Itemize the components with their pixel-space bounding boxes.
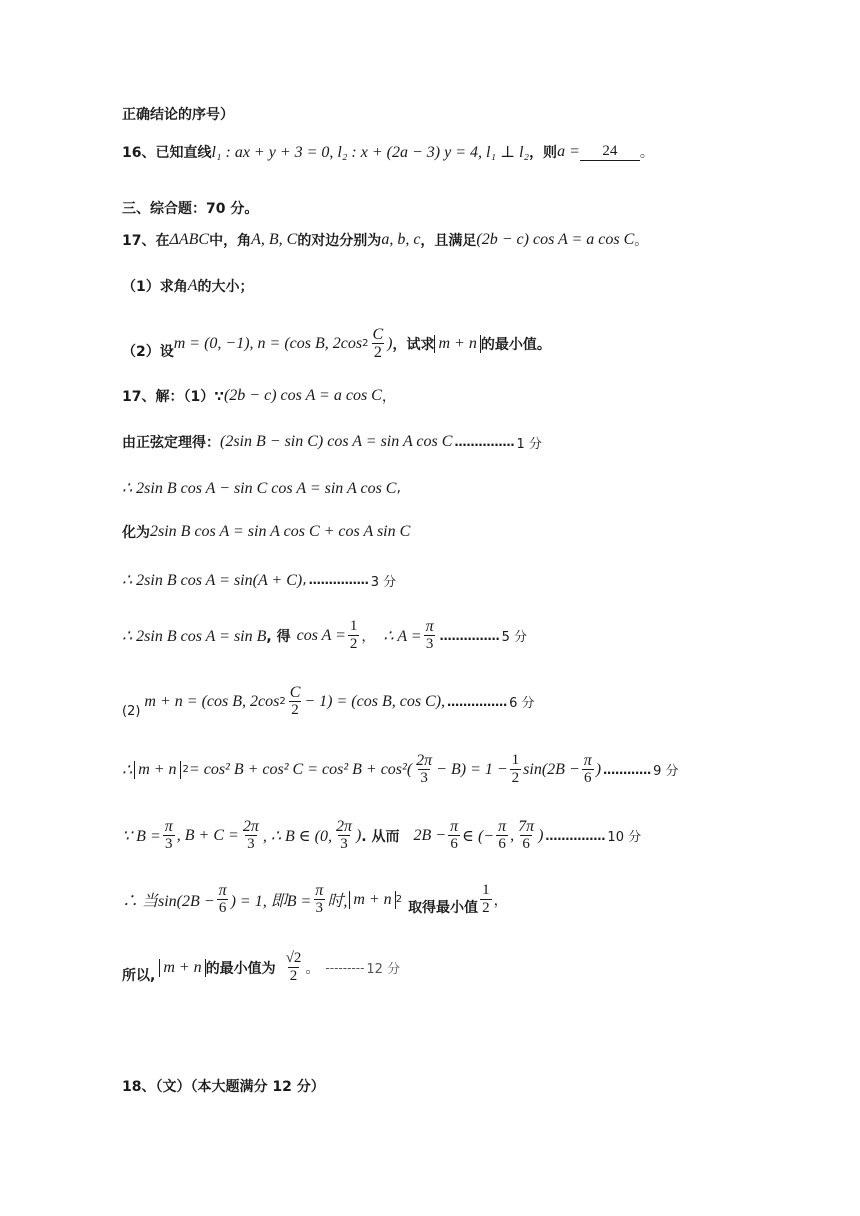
fraction-one-half-b: $\frac{1}{2}$ [511, 752, 520, 786]
fraction-2pi-over-3: $\frac{2\pi}{3}$ [416, 752, 433, 786]
fraction-2pi-over-3-b: $\frac{2\pi}{3}$ [242, 818, 259, 852]
abs-m-plus-n: m + n [434, 335, 480, 353]
q16-formula: l₁ : ax + y + 3 = 0, l₂ : x + (2a − 3) y = 4, l₁ ⊥ l₂ [211, 144, 530, 161]
fraction-pi-over-3-c: $\frac{\pi}{3}$ [315, 882, 324, 916]
fraction-pi-over-3: $\frac{\pi}{3}$ [425, 618, 434, 652]
question-16: 16、已知直线 l₁ : ax + y + 3 = 0, l₂ : x + (2a − 3) y = 4, l₁ ⊥ l₂ ，则 a = 24 。 [122, 143, 654, 161]
solution-step-2: ∴ 2sin B cos A − sin C cos A = sin A cos C , [122, 480, 401, 497]
fraction-2pi-over-3-c: $\frac{2\pi}{3}$ [335, 818, 352, 852]
solution-step-8: ∵ B = $\frac{\pi}{3}$ , B + C = $\frac{2\pi}{3}$ , ∴ B ∈ (0, $\frac{2\pi}{3}$ ) . 从而 2B − $\frac{\pi}{6}$ ∈ (− $\frac{\pi}{6}$ , $\frac{7\pi}{6}$ ) …………… 10 分 [122, 818, 642, 852]
solution-step-4: ∴ 2sin B cos A = sin(A + C) , …………… 3 分 [122, 572, 397, 590]
solution-step-1: 由正弦定理得： (2sin B − sin C) cos A = sin A cos C …………… 1 分 [122, 433, 542, 452]
fraction-pi-over-6-d: $\frac{\pi}{6}$ [218, 882, 227, 916]
solution-step-5: ∴ 2sin B cos A = sin B , 得 cos A = $\frac{1}{2}$ ， ∴ A = $\frac{\pi}{3}$ …………… 5 分 [122, 618, 528, 652]
fraction-c-over-2: $\frac{C}{2}$ [372, 326, 384, 361]
solution-head: 17、解：（1）∵ (2b − c) cos A = a cos C ， [122, 387, 396, 405]
fraction-pi-over-6-c: $\frac{\pi}{6}$ [498, 818, 507, 852]
solution-step-7: ∴ m + n 2 = cos² B + cos² C = cos² B + cos²( $\frac{2\pi}{3}$ − B) = 1 − $\frac{1}{2}$ sin(2B − $\frac{\pi}{6}$ ) ………… 9 分 [122, 752, 679, 786]
fraction-pi-over-6-b: $\frac{\pi}{6}$ [450, 818, 459, 852]
question-17-part-1: （1）求角 A 的大小； [122, 277, 254, 295]
solution-step-3: 化为 2sin B cos A = sin A cos C + cos A sin C [122, 523, 411, 541]
solution-conclusion: 所以, m + n 的最小值为 $\frac{√2}{2}$ 。 --------- 12 分 [122, 950, 401, 984]
fraction-pi-over-3-b: $\frac{\pi}{3}$ [164, 818, 173, 852]
fraction-c-over-2-b: $\frac{C}{2}$ [289, 684, 301, 718]
question-17-stem: 17、在 ΔABC 中，角 A, B, C 的对边分别为 a, b, c ，且满足 (2b − c) cos A = a cos C 。 [122, 231, 649, 249]
fraction-pi-over-6: $\frac{\pi}{6}$ [583, 752, 592, 786]
fraction-one-half: $\frac{1}{2}$ [349, 618, 358, 652]
solution-step-9: ∴ 当sin(2B − $\frac{\pi}{6}$ ) = 1, 即B = $\frac{\pi}{3}$ 时, m + n 2 取得最小值 $\frac{1}{2}$ ， [122, 882, 508, 916]
fraction-7pi-over-6: $\frac{7\pi}{6}$ [518, 818, 535, 852]
fraction-one-half-c: $\frac{1}{2}$ [482, 882, 490, 916]
question-18-heading: 18、（文）（本大题满分 12 分） [122, 1079, 325, 1095]
section-3-heading: 三、综合题：70 分。 [122, 201, 259, 217]
question-17-part-2: （2）设 m = (0, −1), n = (cos B, 2cos 2 $\frac{C}{2}$ ) ，试求 m + n 的最小值。 [122, 326, 551, 361]
q16-answer: 24 [580, 143, 640, 161]
solution-part-2: (2) m + n = (cos B, 2cos 2 $\frac{C}{2}$ − 1) = (cos B, cos C), …………… 6 分 [122, 684, 535, 719]
fraction-sqrt2-over-2: $\frac{√2}{2}$ [285, 950, 302, 984]
q15-tail: 正确结论的序号） [122, 107, 234, 123]
